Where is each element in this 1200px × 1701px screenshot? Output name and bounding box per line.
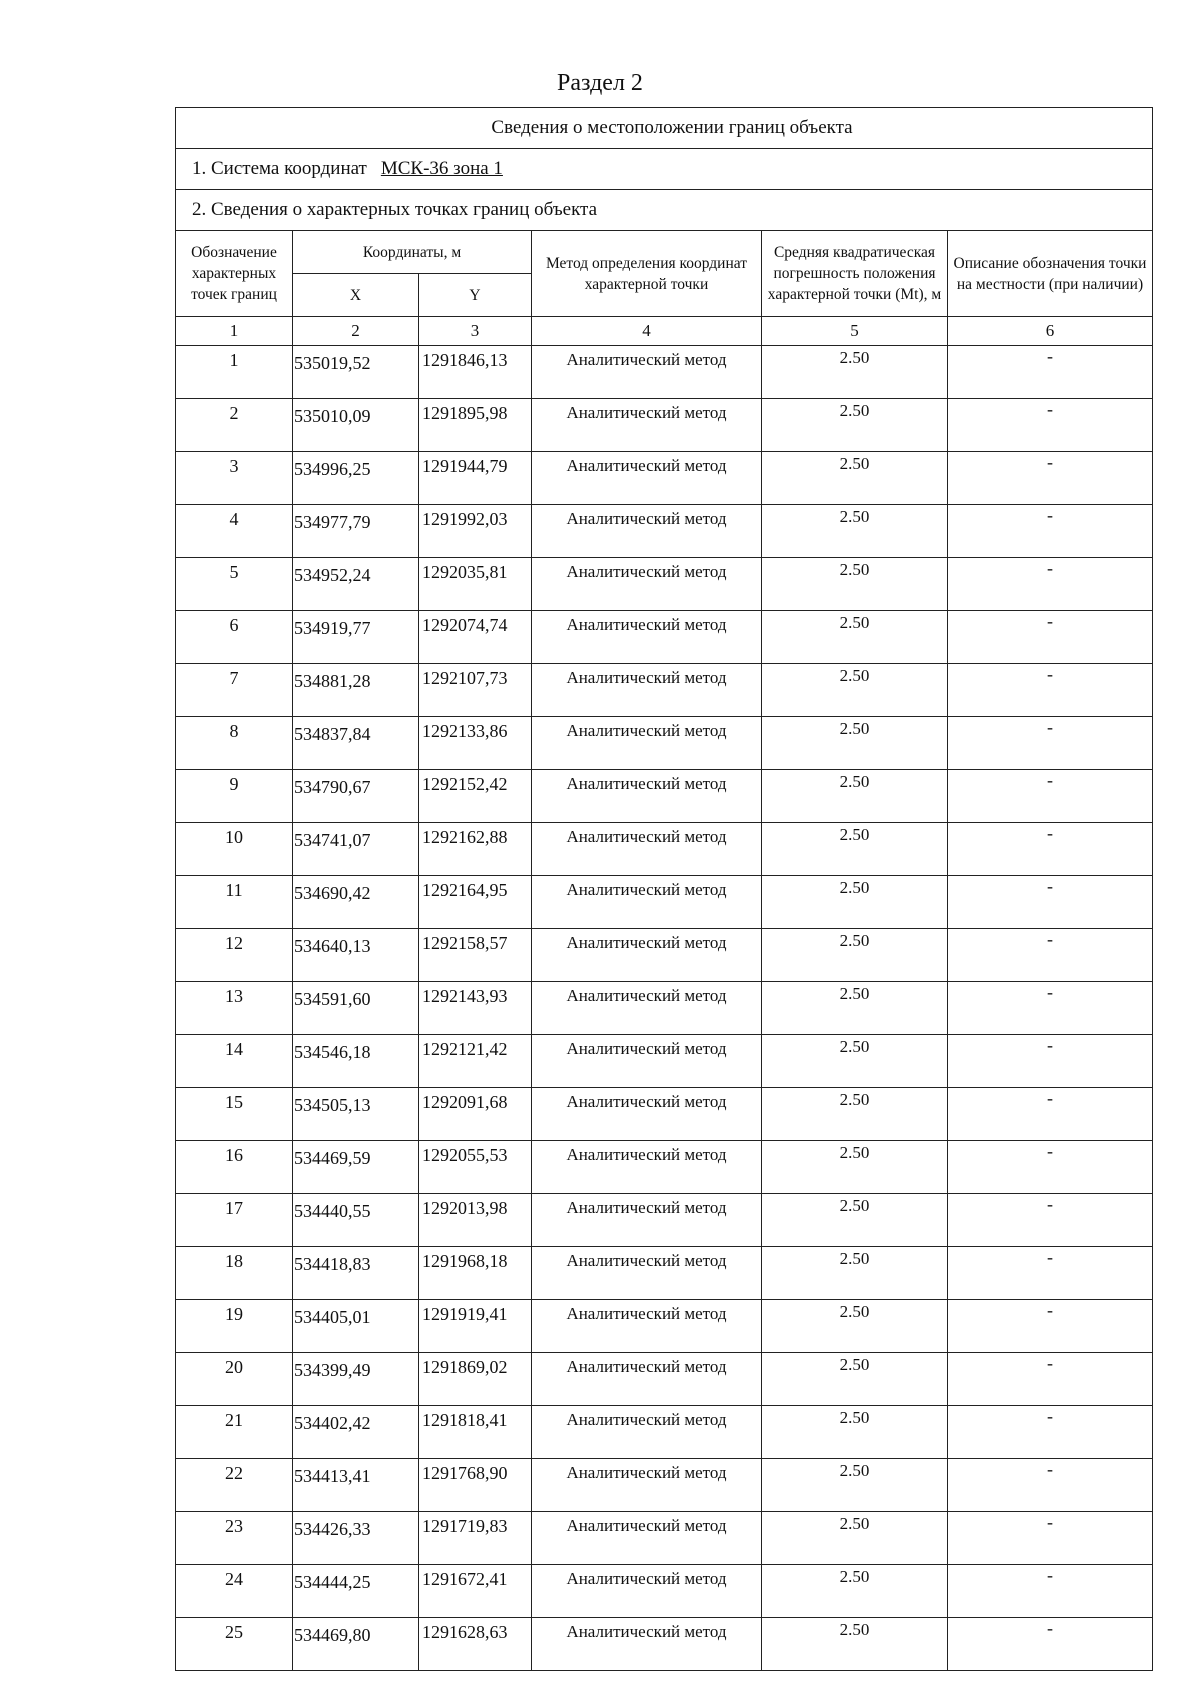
table-row: [176, 876, 1153, 929]
point-number-cell: 6: [176, 611, 293, 664]
error-cell: 2.50: [762, 399, 948, 452]
method-cell: Аналитический метод: [532, 664, 762, 717]
point-number-cell: 5: [176, 558, 293, 611]
table-row: [176, 558, 1153, 611]
coord-y-cell: 1292013,98: [419, 1194, 532, 1247]
point-number-cell: 16: [176, 1141, 293, 1194]
point-number-cell: 23: [176, 1512, 293, 1565]
point-number-cell: 11: [176, 876, 293, 929]
header-y: Y: [419, 274, 532, 317]
error-cell: 2.50: [762, 1300, 948, 1353]
description-cell: -: [948, 876, 1153, 929]
point-number-cell: 13: [176, 982, 293, 1035]
error-cell: 2.50: [762, 770, 948, 823]
coord-x-cell: 534418,83: [293, 1247, 419, 1300]
point-number-cell: 8: [176, 717, 293, 770]
point-number-cell: 24: [176, 1565, 293, 1618]
page-title: Раздел 2: [557, 70, 643, 96]
column-number: 6: [948, 317, 1153, 346]
section-title: Сведения о местоположении границ объекта: [176, 108, 1153, 149]
description-cell: -: [948, 505, 1153, 558]
error-cell: 2.50: [762, 505, 948, 558]
coord-y-cell: 1291944,79: [419, 452, 532, 505]
coord-x-cell: 534444,25: [293, 1565, 419, 1618]
table-row: [176, 346, 1153, 399]
error-cell: 2.50: [762, 1565, 948, 1618]
coord-x-cell: 534469,80: [293, 1618, 419, 1671]
coord-x-cell: 534546,18: [293, 1035, 419, 1088]
method-cell: Аналитический метод: [532, 505, 762, 558]
table-row: [176, 1512, 1153, 1565]
error-cell: 2.50: [762, 717, 948, 770]
error-cell: 2.50: [762, 664, 948, 717]
coord-x-cell: 534790,67: [293, 770, 419, 823]
coord-y-cell: 1292121,42: [419, 1035, 532, 1088]
error-cell: 2.50: [762, 1141, 948, 1194]
coord-x-cell: 534996,25: [293, 452, 419, 505]
method-cell: Аналитический метод: [532, 611, 762, 664]
method-cell: Аналитический метод: [532, 1406, 762, 1459]
coord-system-label: 1. Система координат: [192, 158, 367, 179]
table-row: [176, 770, 1153, 823]
point-number-cell: 14: [176, 1035, 293, 1088]
error-cell: 2.50: [762, 1247, 948, 1300]
column-numbers-row: [176, 317, 1153, 346]
description-cell: -: [948, 982, 1153, 1035]
point-number-cell: 7: [176, 664, 293, 717]
description-cell: -: [948, 1035, 1153, 1088]
coord-x-cell: 535010,09: [293, 399, 419, 452]
coord-y-cell: 1291895,98: [419, 399, 532, 452]
method-cell: Аналитический метод: [532, 399, 762, 452]
table-row: [176, 929, 1153, 982]
coord-x-cell: 534741,07: [293, 823, 419, 876]
coord-x-cell: 534690,42: [293, 876, 419, 929]
error-cell: 2.50: [762, 452, 948, 505]
column-number: 4: [532, 317, 762, 346]
description-cell: -: [948, 1618, 1153, 1671]
point-number-cell: 10: [176, 823, 293, 876]
description-cell: -: [948, 1194, 1153, 1247]
point-number-cell: 22: [176, 1459, 293, 1512]
coord-x-cell: 534591,60: [293, 982, 419, 1035]
coord-y-cell: 1292164,95: [419, 876, 532, 929]
error-cell: 2.50: [762, 929, 948, 982]
header-description: Описание обозначения точки на местности (при наличии): [948, 231, 1153, 317]
coord-y-cell: 1291992,03: [419, 505, 532, 558]
method-cell: Аналитический метод: [532, 1194, 762, 1247]
header-x: X: [293, 274, 419, 317]
description-cell: -: [948, 1565, 1153, 1618]
coord-y-cell: 1292107,73: [419, 664, 532, 717]
method-cell: Аналитический метод: [532, 1247, 762, 1300]
header-method: Метод определения координат характерной точки: [532, 231, 762, 317]
error-cell: 2.50: [762, 346, 948, 399]
coord-x-cell: 534440,55: [293, 1194, 419, 1247]
error-cell: 2.50: [762, 611, 948, 664]
coord-x-cell: 534640,13: [293, 929, 419, 982]
method-cell: Аналитический метод: [532, 982, 762, 1035]
point-number-cell: 20: [176, 1353, 293, 1406]
coord-y-cell: 1291768,90: [419, 1459, 532, 1512]
column-number: 5: [762, 317, 948, 346]
point-number-cell: 4: [176, 505, 293, 558]
boundary-points-table: [175, 107, 1153, 1671]
table-row: [176, 717, 1153, 770]
description-cell: -: [948, 1141, 1153, 1194]
coord-x-cell: 534977,79: [293, 505, 419, 558]
description-cell: -: [948, 1459, 1153, 1512]
error-cell: 2.50: [762, 1194, 948, 1247]
coord-y-cell: 1292035,81: [419, 558, 532, 611]
coord-x-cell: 534919,77: [293, 611, 419, 664]
method-cell: Аналитический метод: [532, 558, 762, 611]
coord-y-cell: 1291869,02: [419, 1353, 532, 1406]
error-cell: 2.50: [762, 1512, 948, 1565]
coord-x-cell: 534505,13: [293, 1088, 419, 1141]
header-error: Средняя квадратическая погрешность положения характерной точки (Mt), м: [762, 231, 948, 317]
method-cell: Аналитический метод: [532, 1512, 762, 1565]
method-cell: Аналитический метод: [532, 823, 762, 876]
method-cell: Аналитический метод: [532, 452, 762, 505]
header-coords: Координаты, м: [293, 231, 532, 274]
point-number-cell: 1: [176, 346, 293, 399]
coord-x-cell: 534405,01: [293, 1300, 419, 1353]
error-cell: 2.50: [762, 876, 948, 929]
table-row: [176, 1141, 1153, 1194]
description-cell: -: [948, 399, 1153, 452]
table-row: [176, 452, 1153, 505]
description-cell: -: [948, 558, 1153, 611]
table-row: [176, 505, 1153, 558]
table-row: [176, 1406, 1153, 1459]
error-cell: 2.50: [762, 1618, 948, 1671]
method-cell: Аналитический метод: [532, 1035, 762, 1088]
description-cell: -: [948, 717, 1153, 770]
description-cell: -: [948, 611, 1153, 664]
error-cell: 2.50: [762, 1406, 948, 1459]
method-cell: Аналитический метод: [532, 929, 762, 982]
table-row: [176, 1247, 1153, 1300]
coord-y-cell: 1292143,93: [419, 982, 532, 1035]
method-cell: Аналитический метод: [532, 1459, 762, 1512]
method-cell: Аналитический метод: [532, 770, 762, 823]
coord-y-cell: 1291919,41: [419, 1300, 532, 1353]
description-cell: -: [948, 1353, 1153, 1406]
table-row: [176, 1194, 1153, 1247]
table-row: [176, 611, 1153, 664]
description-cell: -: [948, 1512, 1153, 1565]
coord-x-cell: 534469,59: [293, 1141, 419, 1194]
point-number-cell: 2: [176, 399, 293, 452]
table-row: [176, 1459, 1153, 1512]
table-row: [176, 664, 1153, 717]
method-cell: Аналитический метод: [532, 1353, 762, 1406]
error-cell: 2.50: [762, 1088, 948, 1141]
coord-x-cell: 534399,49: [293, 1353, 419, 1406]
coord-y-cell: 1291628,63: [419, 1618, 532, 1671]
point-number-cell: 17: [176, 1194, 293, 1247]
coord-system-value: МСК-36 зона 1: [380, 158, 503, 179]
coord-y-cell: 1292133,86: [419, 717, 532, 770]
method-cell: Аналитический метод: [532, 717, 762, 770]
coord-y-cell: 1291846,13: [419, 346, 532, 399]
coord-x-cell: 534952,24: [293, 558, 419, 611]
method-cell: Аналитический метод: [532, 1088, 762, 1141]
error-cell: 2.50: [762, 1459, 948, 1512]
method-cell: Аналитический метод: [532, 1141, 762, 1194]
error-cell: 2.50: [762, 558, 948, 611]
point-number-cell: 12: [176, 929, 293, 982]
table-row: [176, 823, 1153, 876]
description-cell: -: [948, 1406, 1153, 1459]
description-cell: -: [948, 770, 1153, 823]
point-number-cell: 18: [176, 1247, 293, 1300]
table-row: [176, 1618, 1153, 1671]
error-cell: 2.50: [762, 1035, 948, 1088]
description-cell: -: [948, 664, 1153, 717]
coord-y-cell: 1292074,74: [419, 611, 532, 664]
coord-x-cell: 534837,84: [293, 717, 419, 770]
error-cell: 2.50: [762, 982, 948, 1035]
error-cell: 2.50: [762, 823, 948, 876]
coord-x-cell: 535019,52: [293, 346, 419, 399]
coord-x-cell: 534413,41: [293, 1459, 419, 1512]
method-cell: Аналитический метод: [532, 346, 762, 399]
coord-y-cell: 1291672,41: [419, 1565, 532, 1618]
description-cell: -: [948, 1300, 1153, 1353]
method-cell: Аналитический метод: [532, 1565, 762, 1618]
coord-system-row: [176, 149, 1153, 190]
coord-y-cell: 1292162,88: [419, 823, 532, 876]
method-cell: Аналитический метод: [532, 876, 762, 929]
table-row: [176, 1035, 1153, 1088]
description-cell: -: [948, 452, 1153, 505]
coord-y-cell: 1292158,57: [419, 929, 532, 982]
description-cell: -: [948, 1088, 1153, 1141]
column-number: 3: [419, 317, 532, 346]
table-row: [176, 1300, 1153, 1353]
point-number-cell: 19: [176, 1300, 293, 1353]
point-number-cell: 9: [176, 770, 293, 823]
point-number-cell: 15: [176, 1088, 293, 1141]
column-number: 2: [293, 317, 419, 346]
table-row: [176, 1565, 1153, 1618]
point-number-cell: 3: [176, 452, 293, 505]
table-row: [176, 982, 1153, 1035]
coord-x-cell: 534402,42: [293, 1406, 419, 1459]
description-cell: -: [948, 1247, 1153, 1300]
method-cell: Аналитический метод: [532, 1618, 762, 1671]
table-row: [176, 1088, 1153, 1141]
table-row: [176, 399, 1153, 452]
table-row: [176, 1353, 1153, 1406]
coord-y-cell: 1291818,41: [419, 1406, 532, 1459]
error-cell: 2.50: [762, 1353, 948, 1406]
coord-y-cell: 1291719,83: [419, 1512, 532, 1565]
coord-x-cell: 534426,33: [293, 1512, 419, 1565]
point-number-cell: 25: [176, 1618, 293, 1671]
coord-y-cell: 1291968,18: [419, 1247, 532, 1300]
column-number: 1: [176, 317, 293, 346]
description-cell: -: [948, 346, 1153, 399]
coord-y-cell: 1292152,42: [419, 770, 532, 823]
method-cell: Аналитический метод: [532, 1300, 762, 1353]
points-title: 2. Сведения о характерных точках границ объекта: [176, 190, 1153, 231]
coord-x-cell: 534881,28: [293, 664, 419, 717]
coord-y-cell: 1292091,68: [419, 1088, 532, 1141]
description-cell: -: [948, 929, 1153, 982]
header-point: Обозначение характерных точек границ: [176, 231, 293, 317]
description-cell: -: [948, 823, 1153, 876]
point-number-cell: 21: [176, 1406, 293, 1459]
coord-y-cell: 1292055,53: [419, 1141, 532, 1194]
